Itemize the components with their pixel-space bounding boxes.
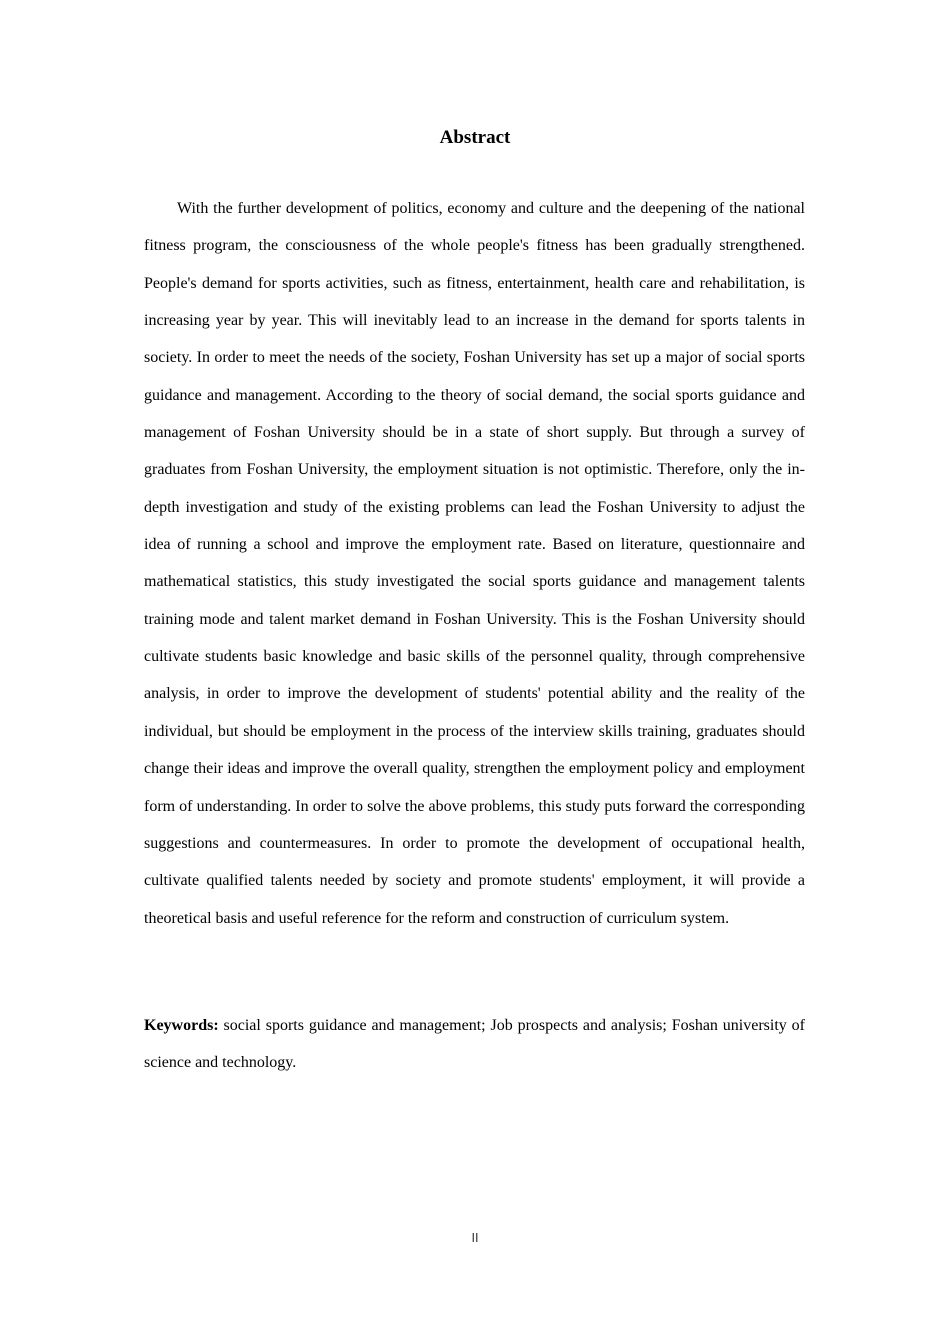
keywords-paragraph (144, 1007, 805, 1082)
page-number: II (471, 1231, 479, 1245)
keywords-label: Keywords: (144, 1017, 219, 1034)
keywords-text: social sports guidance and management; Job prospects and analysis; Foshan university of science and technology. (144, 1017, 805, 1072)
page-title: Abstract (439, 127, 511, 148)
abstract-paragraph: With the further development of politics, economy and culture and the deepening of the national fitness program, the consciousness of the whole people's fitness has been gradually strengthened. People's demand for sports activities, such as fitness, entertainment, health care and rehabilitation, is increasing year by year. This will inevitably lead to an increase in the demand for sports talents in society. In order to meet the needs of the society, Foshan University has set up a major of social sports guidance and management. According to the theory of social demand, the social sports guidance and management of Foshan University should be in a state of short supply. But through a survey of graduates from Foshan University, the employment situation is not optimistic. Therefore, only the in-depth investigation and study of the existing problems can lead the Foshan University to adjust the idea of running a school and improve the employment rate. Based on literature, questionnaire and mathematical statistics, this study investigated the social sports guidance and management talents training mode and talent market demand in Foshan University. This is the Foshan University should cultivate students basic knowledge and basic skills of the personnel quality, through comprehensive analysis, in order to improve the development of students' potential ability and the reality of the individual, but should be employment in the process of the interview skills training, graduates should change their ideas and improve the overall quality, strengthen the employment policy and employment form of understanding. In order to solve the above problems, this study puts forward the corresponding suggestions and countermeasures. In order to promote the development of occupational health, cultivate qualified talents needed by society and promote students' employment, it will provide a theoretical basis and useful reference for the reform and construction of curriculum system. (144, 200, 805, 927)
